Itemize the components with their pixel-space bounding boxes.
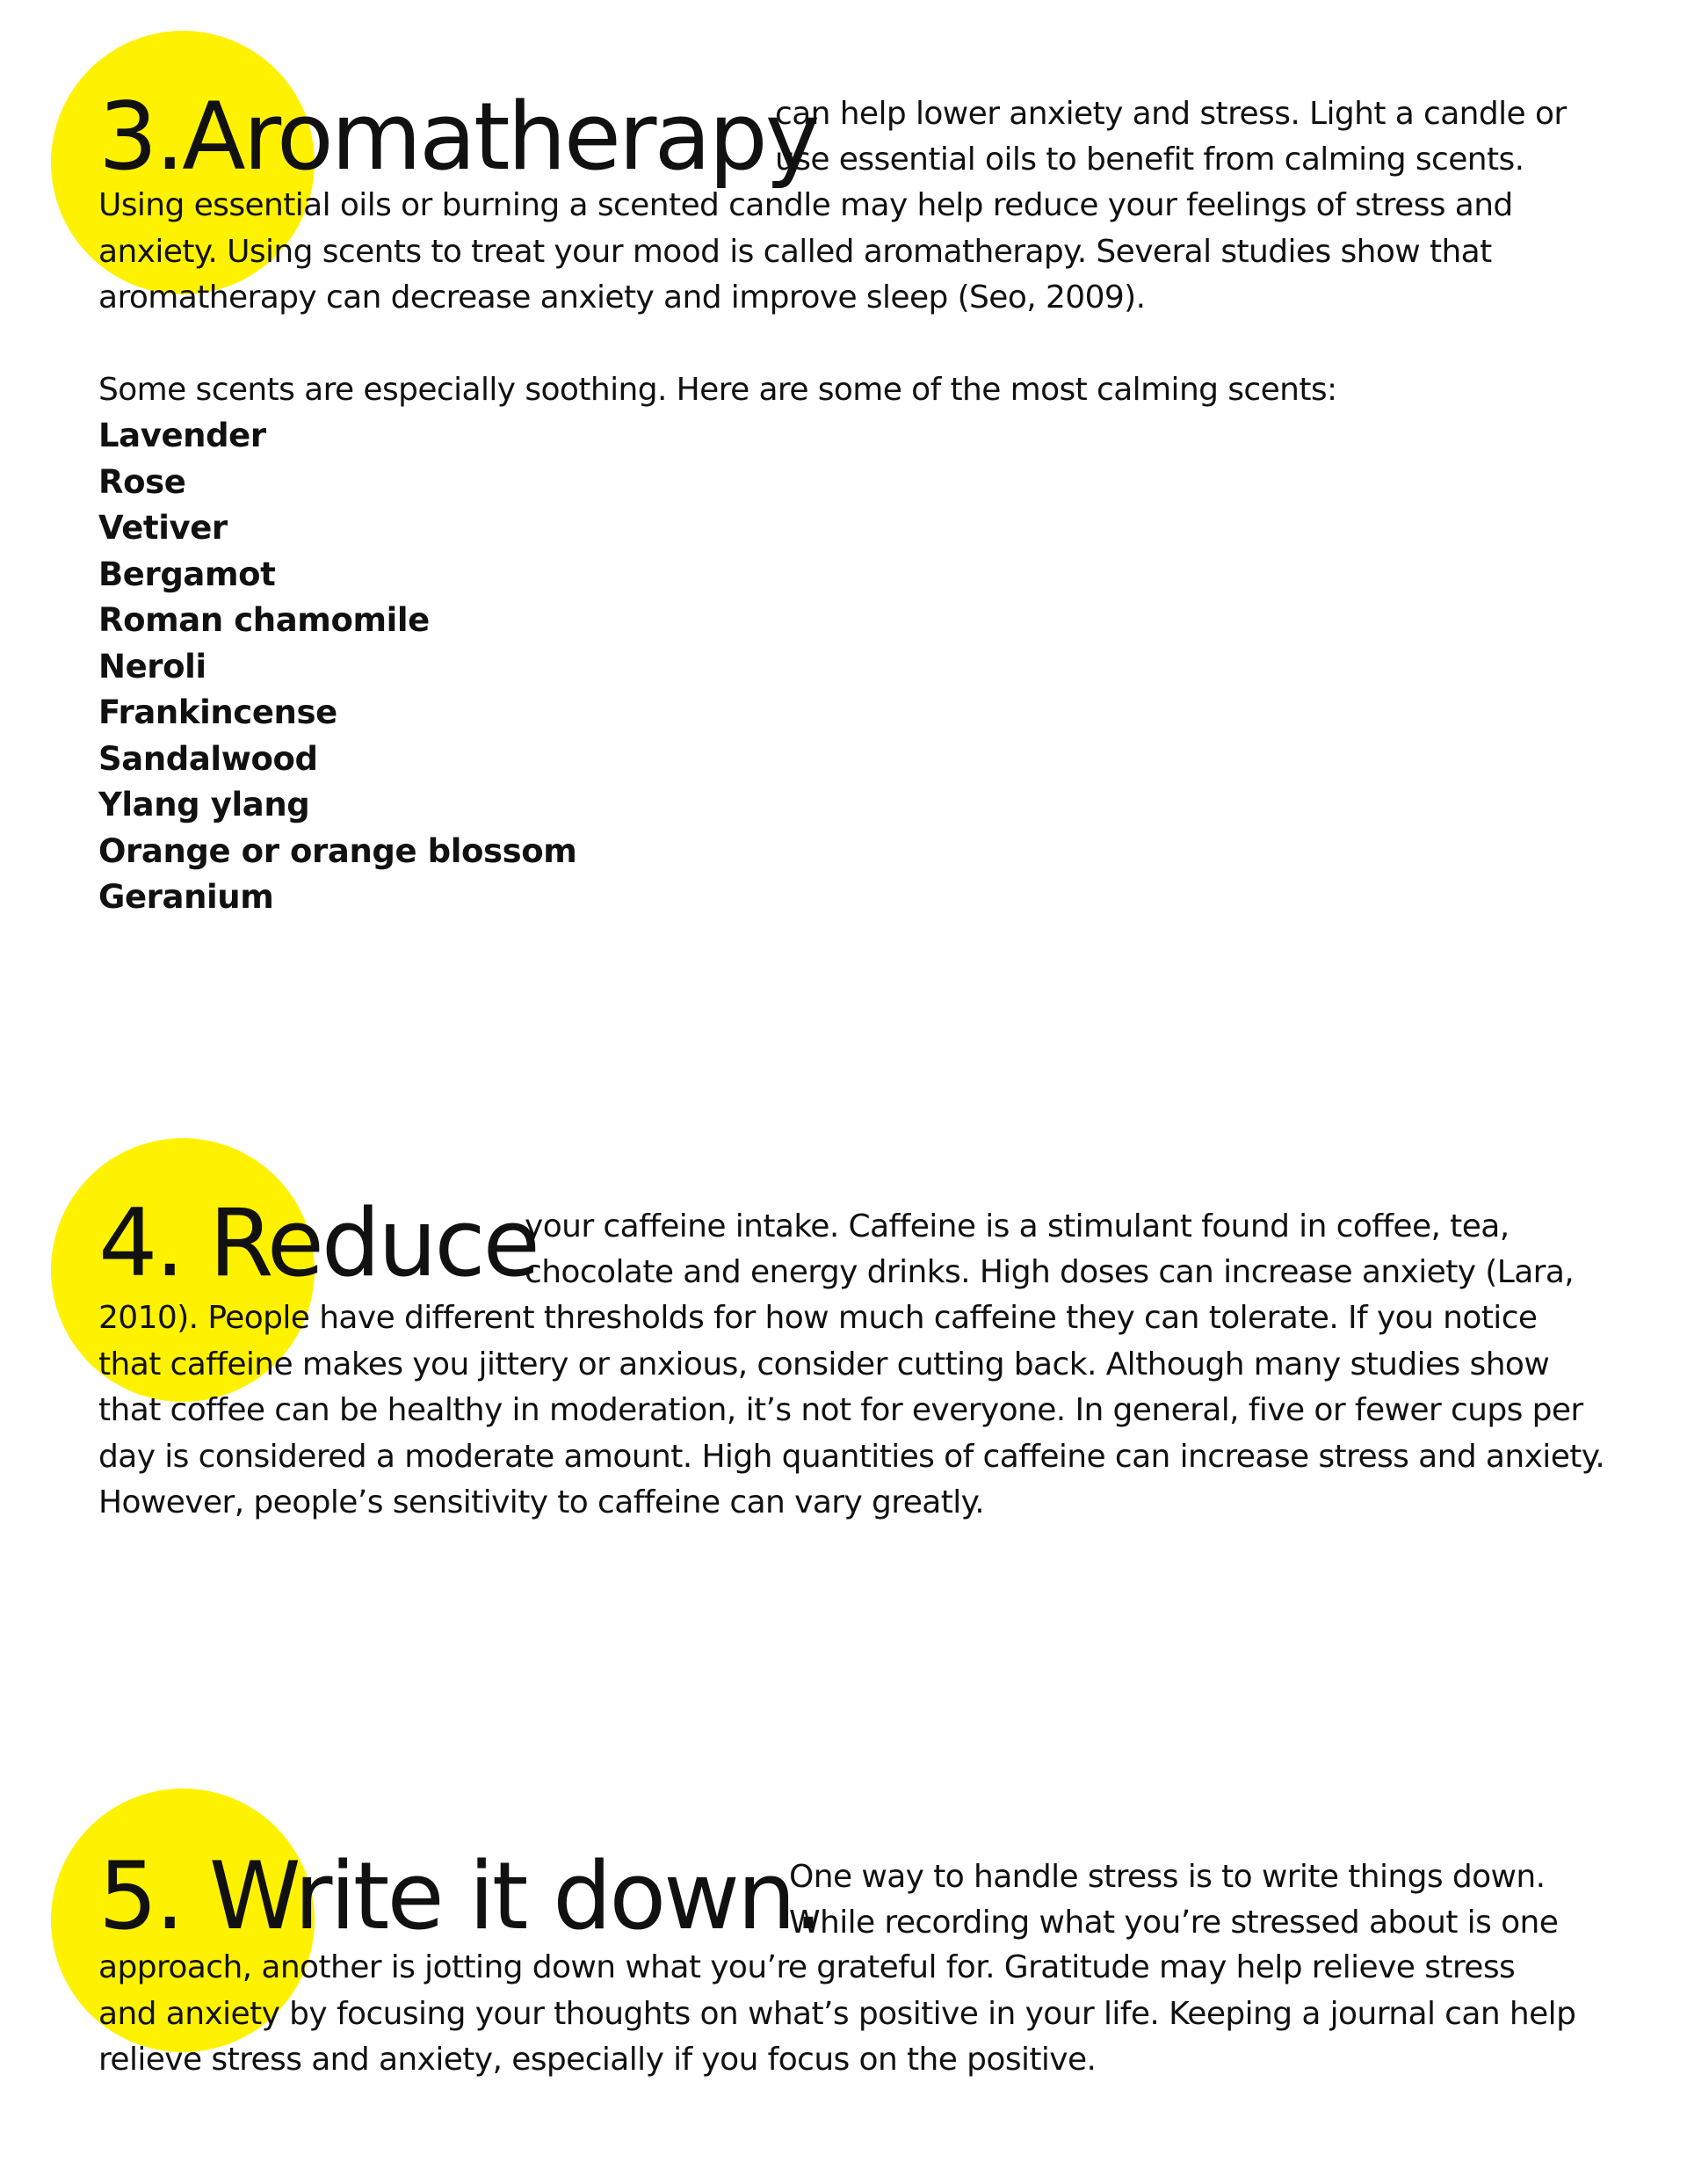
body-paragraph: [98, 183, 1513, 322]
heading-aromatherapy: 3.Aromatherapy: [98, 83, 818, 191]
list-item: Rose: [98, 462, 186, 501]
list-item: Orange or orange blossom: [98, 831, 577, 870]
list-item: Neroli: [98, 647, 206, 686]
intro-text: [775, 91, 1567, 183]
list-item: Geranium: [98, 878, 274, 916]
body-line: day is considered a moderate amount. High quantities of caffeine can increase stress and anxiety.: [98, 1438, 1605, 1475]
list-item: Roman chamomile: [98, 601, 430, 639]
body-line: Using essential oils or burning a scented candle may help reduce your feelings of stress and: [98, 187, 1513, 223]
body-line: anxiety. Using scents to treat your mood is called aromatherapy. Several studies show that: [98, 233, 1492, 270]
intro-line: use essential oils to benefit from calming scents.: [775, 141, 1524, 178]
body-line: 2010). People have different thresholds for how much caffeine they can tolerate. If you notice: [98, 1300, 1538, 1336]
list-item: Ylang ylang: [98, 786, 310, 824]
heading-reduce: 4. Reduce: [98, 1189, 538, 1297]
body-line: that caffeine makes you jittery or anxious, consider cutting back. Although many studies show: [98, 1346, 1550, 1382]
list-item: Lavender: [98, 417, 266, 454]
body-line: However, people’s sensitivity to caffeine can vary greatly.: [98, 1484, 985, 1520]
list-item: Bergamot: [98, 555, 276, 593]
body-line: relieve stress and anxiety, especially if you focus on the positive.: [98, 2042, 1097, 2078]
list-item: Sandalwood: [98, 739, 318, 778]
intro-line: One way to handle stress is to write things down.: [789, 1859, 1546, 1895]
intro-text: [525, 1204, 1574, 1295]
scents-list: [98, 413, 576, 921]
intro-text: [789, 1854, 1558, 1946]
body-paragraph: [98, 1295, 1604, 1527]
list-item: Frankincense: [98, 693, 337, 731]
body-line: that coffee can be healthy in moderation, it’s not for everyone. In general, five or fewer cups per: [98, 1392, 1583, 1428]
intro-line: chocolate and energy drinks. High doses can increase anxiety (Lara,: [525, 1254, 1575, 1290]
intro-line: your caffeine intake. Caffeine is a stimulant found in coffee, tea,: [525, 1208, 1510, 1244]
intro-line: can help lower anxiety and stress. Light a candle or: [775, 96, 1567, 132]
body-line: and anxiety by focusing your thoughts on what’s positive in your life. Keeping a journal can help: [98, 1995, 1576, 2032]
list-intro: Some scents are especially soothing. Here are some of the most calming scents:: [98, 372, 1337, 408]
heading-write-it-down: 5. Write it down.: [98, 1842, 821, 1950]
body-line: aromatherapy can decrease anxiety and improve sleep (Seo, 2009).: [98, 279, 1146, 316]
body-paragraph: [98, 1945, 1575, 2084]
body-line: approach, another is jotting down what you’re grateful for. Gratitude may help relieve stress: [98, 1949, 1516, 1985]
intro-line: While recording what you’re stressed about is one: [789, 1905, 1559, 1941]
list-item: Vetiver: [98, 509, 228, 547]
